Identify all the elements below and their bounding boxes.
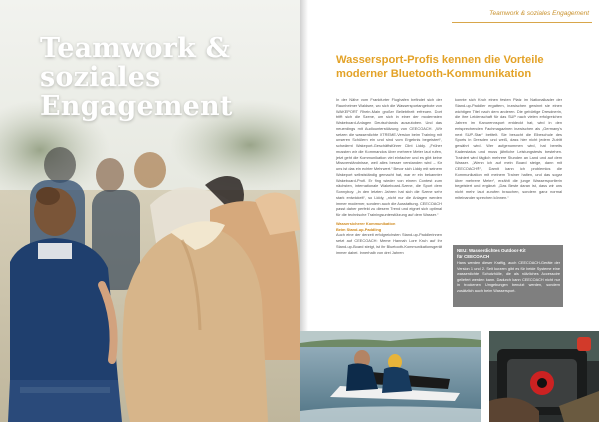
article-column-2 <box>455 97 562 201</box>
section-label: Teamwork & soziales Engagement <box>489 10 589 17</box>
headline-line-3: Engagement <box>40 91 233 122</box>
ceecoach-device-photo <box>489 331 599 422</box>
headline <box>40 34 233 121</box>
subhead-line-2: Beim Stand-up-Paddling <box>336 226 382 232</box>
article-column-1 <box>336 97 442 255</box>
subhead-line-1: Wassersicherer Kommunikation <box>336 220 396 226</box>
section-rule <box>452 22 592 23</box>
infobox-title-line-2: für CEECOACH <box>457 254 490 259</box>
wakeboard-image <box>300 331 481 422</box>
wakeboard-photo <box>300 331 481 422</box>
headline-line-2: soziales <box>40 62 161 93</box>
column1-paragraph: In der Nähe vom Frankfurter Flughafen befindet sich der Raunheimer Waldsee, wo sich die Wassersportangebote von WAKEPORT Rhein-Main großer Beliebtheit erfreuen. Dort trifft sich die Szene, um sich in einer der modernsten Wakeboard-Anlagen Deutschlands auszutoben. Und das neuerdings mit Audiounterstützung von CEECOACH. „Wir setzen die wasserdichte XTREME-Version beim Training mit unseren Schülern ein und sind vom Ergebnis begeistert“, schwärmt Wakeport-Geschäftsführer Clint Liddy. „Früher mussten wir die Kommandos über mehrere Meter laut rufen, jetzt geht die Kommunikation viel einfacher und es gibt keine Missverständnisse, weil alles besser verstanden wird – für uns ist das ein echter Mehrwert.“ Bevor sich Liddy mit seinem Wakeport selbstständig gemacht hat, war er ein bekannter Wakeboard-Profi. Er fing wieder von einem Contest zum nächsten, internationale Wakeboard-Szene, die Sport dem Sonnyboy: „In den letzten Jahren hat sich die Szene sehr stark entwickelt“, so Liddy, „nicht nur die Anlagen werden immer moderner, sondern auch die Ausstattung. CEECOACH passt daher perfekt zu diesem Trend und eignet sich optimal für die technische Trainingsunterstützung auf dem Wasser.“ <box>336 97 442 217</box>
headline-line-1: Teamwork & <box>40 33 231 64</box>
right-page <box>300 0 599 422</box>
infobox-text: Hans werden dieser Kraftig, auch CEECOACH-Geräte der Version 1 und 2. Seit kurzem gibt es für beide Systeme eine wasserdichte Schutzhülle, die als nützliches Accessoire geliefert werden kann. Dadurch kann CEECOACH nicht nur in trockenen Umgebungen benutzt werden, sondern zusätzlich auch beim Wassersport. <box>457 261 560 293</box>
article-title-line-2: moderner Bluetooth-Kommunikation <box>336 67 532 80</box>
infobox <box>453 245 563 307</box>
article-title <box>336 54 576 81</box>
column2-paragraph: konnte sich Kruh einen festen Platz im Nationalkader der Stand-up-Paddler ergattern, inzwischen gewinnt sie einen wichtigen Titel nach dem anderen. Die gebürtige Dresdnerin, die ihre Leidenschaft für das SUP nach vielen erfolgreichen Jahren im Kanurennsport entdeckt hat, wird in den entsprechenden Fachmagazinen inzwischen als „Germany’s next SUP-Star“ betitelt. Sie besucht die Elbeschule des Sports in Dresden und weiß, dass hier nicht jedem Zutritt gewährt wird. Wer aufgenommen wird, hat bereits Kaderstatus und muss jährliche Leistungstests bestehen. Trainiert wird täglich mehrere Stunden an Land und auf dem Wasser. „Wenn ich auf mein Board steige, dann mit CEECOACH®“, Damit kann ich problemlos die Kommunikation mit meinem Trainer halten, und das sogar über mehrere Meter“, erzählt die junge Wassersportlerin begeistert und ergänzt: „Das Beste daran ist, dass wir uns nicht mehr laut zurufen brauchen, sondern ganz normal miteinander sprechen können.“ <box>455 97 562 200</box>
column1-after-paragraph: Auch eine der derzeit erfolgreichsten Stand-up-Paddlerinnen setzt auf CEECOACH: Meme Hannah Lore Kruh auf ihr Stand-up-Board steigt, ist ihr Bluetooth-Kommunikationsgerät immer dabei. Innerhalb von drei Jahren <box>336 232 442 255</box>
article-title-line-1: Wassersport-Profis kennen die Vorteile <box>336 54 544 66</box>
ceecoach-device-image <box>489 331 599 422</box>
infobox-title-line-1: NEU: Wasserdichtes Outdoor-Kit <box>457 248 526 253</box>
section-header <box>300 0 599 26</box>
infobox-title <box>457 248 559 260</box>
